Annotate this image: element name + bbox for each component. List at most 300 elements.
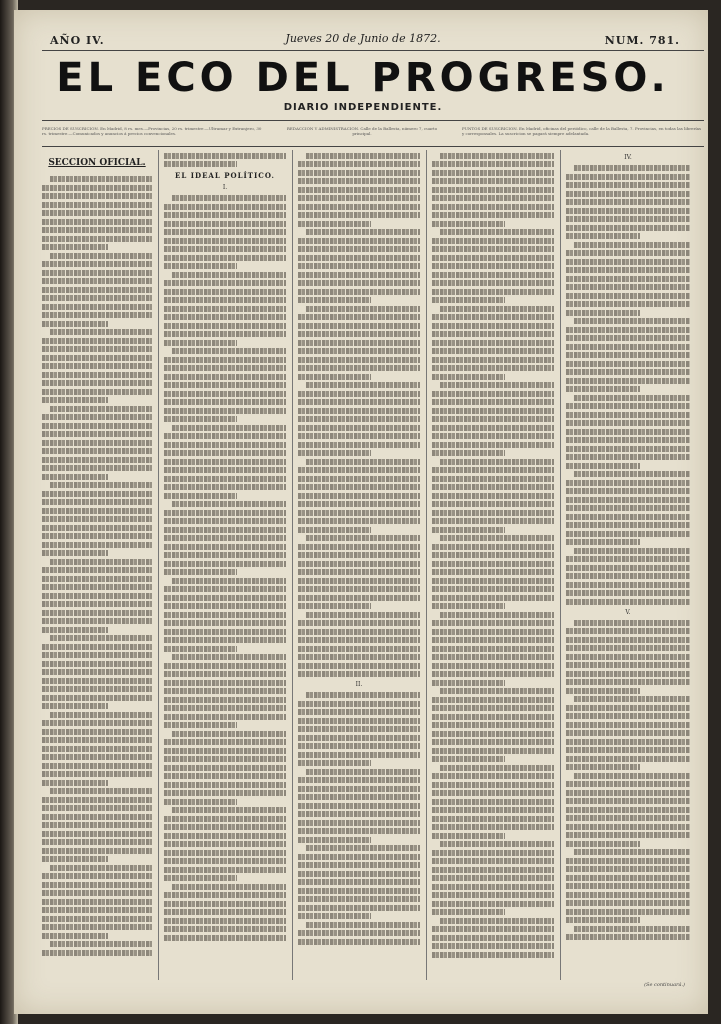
year-label: AÑO IV. [50,34,105,47]
text-line [566,301,690,307]
text-line [164,561,286,567]
text-line [42,287,152,293]
text-line [566,705,690,711]
text-line [42,567,152,573]
text-line [432,663,554,669]
text-line [298,637,420,643]
text-line [566,174,690,180]
text-line [566,824,690,830]
text-line [574,773,690,779]
text-line [164,909,286,915]
text-line [566,841,640,847]
text-line [164,663,286,669]
text-line [566,798,690,804]
section-heading: SECCION OFICIAL. [48,158,146,168]
text-line [432,705,554,711]
text-line [164,246,286,252]
text-line [164,552,286,558]
text-line [164,671,286,677]
text-line [432,399,554,405]
text-line [298,726,420,732]
text-line [164,765,286,771]
text-line [42,729,152,735]
text-line [440,459,554,465]
text-line [306,769,420,775]
text-line [42,899,152,905]
infobar-top-rule [42,120,704,121]
header-line [28,28,698,50]
text-line [42,270,152,276]
text-line [164,901,286,907]
text-line [566,807,690,813]
text-line [432,816,554,822]
text-line [432,178,554,184]
text-line [164,476,286,482]
text-line [432,246,554,252]
text-line [566,369,690,375]
text-line [298,161,420,167]
text-line [432,297,505,303]
article-part-number: IV. [624,154,632,161]
text-line [432,518,554,524]
text-line [306,612,420,618]
text-line [164,714,286,720]
text-line [42,618,152,624]
text-line [432,561,554,567]
column-text [432,153,554,958]
text-line [566,531,690,537]
text-line [432,408,554,414]
text-line [42,227,152,233]
text-line [42,601,152,607]
article-part-number: V. [625,608,631,616]
text-line [42,542,152,548]
text-line [298,586,420,592]
text-line [566,590,690,596]
text-line [566,284,690,290]
text-line [164,858,286,864]
text-line [432,501,554,507]
text-line [566,497,690,503]
text-line [164,510,286,516]
text-line [164,306,286,312]
text-line [298,913,371,919]
text-line [42,346,152,352]
text-line [298,255,420,261]
text-line [432,867,554,873]
text-line [42,890,152,896]
text-line [164,688,286,694]
text-line [566,713,690,719]
text-line [42,397,108,403]
text-line [42,907,152,913]
text-line [164,416,237,422]
text-line [164,586,286,592]
text-line [164,450,286,456]
masthead-subtitle: DIARIO INDEPENDIENTE. [283,102,443,113]
text-line [298,399,420,405]
text-line [574,471,690,477]
text-line [298,493,420,499]
subscription-infobar [42,124,704,144]
text-line [298,743,420,749]
text-line [50,712,152,718]
text-line [298,348,420,354]
text-line [298,794,420,800]
text-line [42,219,152,225]
text-line [432,204,554,210]
text-line [298,323,420,329]
text-line [432,323,554,329]
text-line [566,662,690,668]
text-line [440,306,554,312]
text-line [432,569,554,575]
text-line [42,831,152,837]
text-line [42,950,152,956]
text-line [164,603,286,609]
text-line [432,425,554,431]
text-line [574,620,690,626]
text-line [298,854,420,860]
text-line [164,918,286,924]
text-line [42,389,152,395]
text-line [298,939,420,945]
text-line [298,204,420,210]
text-line [432,467,554,473]
text-line [42,933,108,939]
text-line [566,739,690,745]
text-line [42,321,108,327]
infobar-bottom-rule [42,146,704,147]
text-line [164,790,286,796]
text-line [566,352,690,358]
text-line [298,170,420,176]
text-line [432,510,554,516]
column-3 [298,150,420,980]
text-line [42,499,152,505]
text-line [432,416,554,422]
date-label: Jueves 20 de Junio de 1872. [285,32,441,45]
text-line [432,340,554,346]
text-line [164,841,286,847]
text-line [432,170,554,176]
column-separator [426,150,427,980]
text-line [164,442,286,448]
text-line [432,348,554,354]
text-line [164,748,286,754]
text-line [50,176,152,182]
text-line [42,372,152,378]
text-line [566,858,690,864]
text-line [432,731,554,737]
text-line [298,331,420,337]
column-text [566,620,690,941]
text-line [298,221,371,227]
text-line [566,790,690,796]
text-line [164,816,286,822]
text-line [164,850,286,856]
column-text [164,195,286,941]
text-line [164,875,237,881]
text-line [432,714,554,720]
text-line [432,722,554,728]
text-line [172,578,286,584]
text-line [164,229,286,235]
text-line [566,199,690,205]
text-line [298,442,420,448]
text-line [164,773,286,779]
text-line [42,686,152,692]
text-line [298,246,420,252]
text-line [298,314,420,320]
text-line [432,603,505,609]
text-line [42,474,108,480]
text-line [566,556,690,562]
text-line [432,858,554,864]
text-line [566,756,690,762]
text-line [432,263,554,269]
text-line [440,612,554,618]
text-line [574,926,690,932]
text-line [42,839,152,845]
text-line [566,454,690,460]
text-line [164,620,286,626]
text-line [298,654,420,660]
article-part-number: I. [222,184,228,191]
text-line [42,202,152,208]
text-line [172,884,286,890]
text-line [42,185,152,191]
text-line [298,752,420,758]
text-line [298,374,371,380]
text-line [164,459,286,465]
text-line [566,463,640,469]
text-line [164,739,286,745]
text-line [42,261,152,267]
column-separator [560,150,561,980]
text-line [566,310,640,316]
text-line [566,488,690,494]
text-line [298,178,420,184]
text-line [42,304,152,310]
text-line [574,318,690,324]
text-line [432,926,554,932]
text-line [298,718,420,724]
text-line [298,450,371,456]
text-line [164,892,286,898]
text-line [298,561,420,567]
text-line [566,679,690,685]
text-line [172,807,286,813]
text-line [566,233,640,239]
text-line [42,797,152,803]
text-line [298,280,420,286]
text-line [298,510,420,516]
text-line [42,550,108,556]
text-line [298,238,420,244]
text-line [298,837,371,843]
text-line [440,382,554,388]
column-2 [164,150,286,980]
text-line [432,892,554,898]
text-line [164,399,286,405]
text-line [432,255,554,261]
text-line [432,391,554,397]
text-line [42,627,108,633]
text-line [298,828,420,834]
text-line [566,917,640,923]
text-line [432,782,554,788]
text-line [574,849,690,855]
text-line [432,799,554,805]
text-line [298,272,420,278]
text-line [440,535,554,541]
text-line [42,448,152,454]
text-line [42,414,152,420]
text-line [566,628,690,634]
text-line [298,297,371,303]
text-line [440,688,554,694]
text-line [164,331,286,337]
text-line [298,671,420,677]
text-line [566,764,640,770]
text-line [42,678,152,684]
text-line [164,493,237,499]
text-line [164,535,286,541]
text-line [432,476,554,482]
text-line [566,866,690,872]
text-line [432,450,505,456]
text-line [306,692,420,698]
text-line [566,573,690,579]
text-line [164,433,286,439]
text-line [432,620,554,626]
text-line [432,238,554,244]
text-line [42,771,152,777]
text-line [566,378,690,384]
text-line [42,491,152,497]
text-line [164,637,286,643]
text-line [164,408,286,414]
text-line [298,357,420,363]
text-line [164,289,286,295]
text-line [432,331,554,337]
text-line [164,756,286,762]
text-line [298,811,420,817]
text-line [164,391,286,397]
text-line [164,569,237,575]
text-line [164,212,286,218]
text-line [298,484,420,490]
text-line [298,820,420,826]
text-line [298,416,420,422]
text-line [432,875,554,881]
text-line [566,934,690,940]
text-line [298,544,420,550]
text-line [42,236,152,242]
text-line [432,161,554,167]
text-line [42,516,152,522]
text-line [432,527,505,533]
text-line [432,824,554,830]
text-line [164,697,286,703]
text-line [566,505,690,511]
text-line [440,918,554,924]
text-line [42,431,152,437]
text-line [42,780,108,786]
text-line [432,280,554,286]
text-line [432,552,554,558]
text-line [164,323,286,329]
text-line [42,525,152,531]
text-line [566,412,690,418]
text-line [164,722,237,728]
text-line [566,832,690,838]
text-line [164,340,237,346]
column-separator [158,150,159,980]
text-line [42,754,152,760]
text-line [298,501,420,507]
text-line [298,289,420,295]
text-line [306,459,420,465]
text-line [42,278,152,284]
text-line [574,242,690,248]
continuation-note: (Se continuará.) [644,982,685,988]
text-line [432,586,554,592]
text-line [432,484,554,490]
text-line [306,306,420,312]
text-line [298,391,420,397]
text-line [50,253,152,259]
text-line [172,501,286,507]
text-line [164,799,237,805]
text-line [42,465,152,471]
text-line [50,788,152,794]
text-line [164,297,286,303]
column-text [298,153,420,678]
column-text [566,165,690,605]
text-line [566,437,690,443]
text-line [306,845,420,851]
text-line [42,669,152,675]
text-line [42,822,152,828]
text-line [566,883,690,889]
text-line [42,703,108,709]
text-line [172,272,286,278]
text-line [566,259,690,265]
text-line [432,595,554,601]
text-line [164,680,286,686]
text-line [566,208,690,214]
text-line [298,777,420,783]
text-line [306,535,420,541]
text-line [298,518,420,524]
text-line [440,229,554,235]
text-line [42,423,152,429]
text-line [432,850,554,856]
text-line [298,735,420,741]
text-line [50,329,152,335]
text-line [566,582,690,588]
text-line [164,867,286,873]
subscription-points: PUNTOS DE SUSCRICION. En Madrid, oficinas del periódico, calle de la Ballesta, 7. Provincias, en todas las librerías y corresponsales. La suscricion se pagará siempre adelantada. [462,126,702,136]
text-line [164,926,286,932]
text-line [42,720,152,726]
text-line [566,747,690,753]
text-line [432,314,554,320]
text-line [298,862,420,868]
text-line [298,527,371,533]
